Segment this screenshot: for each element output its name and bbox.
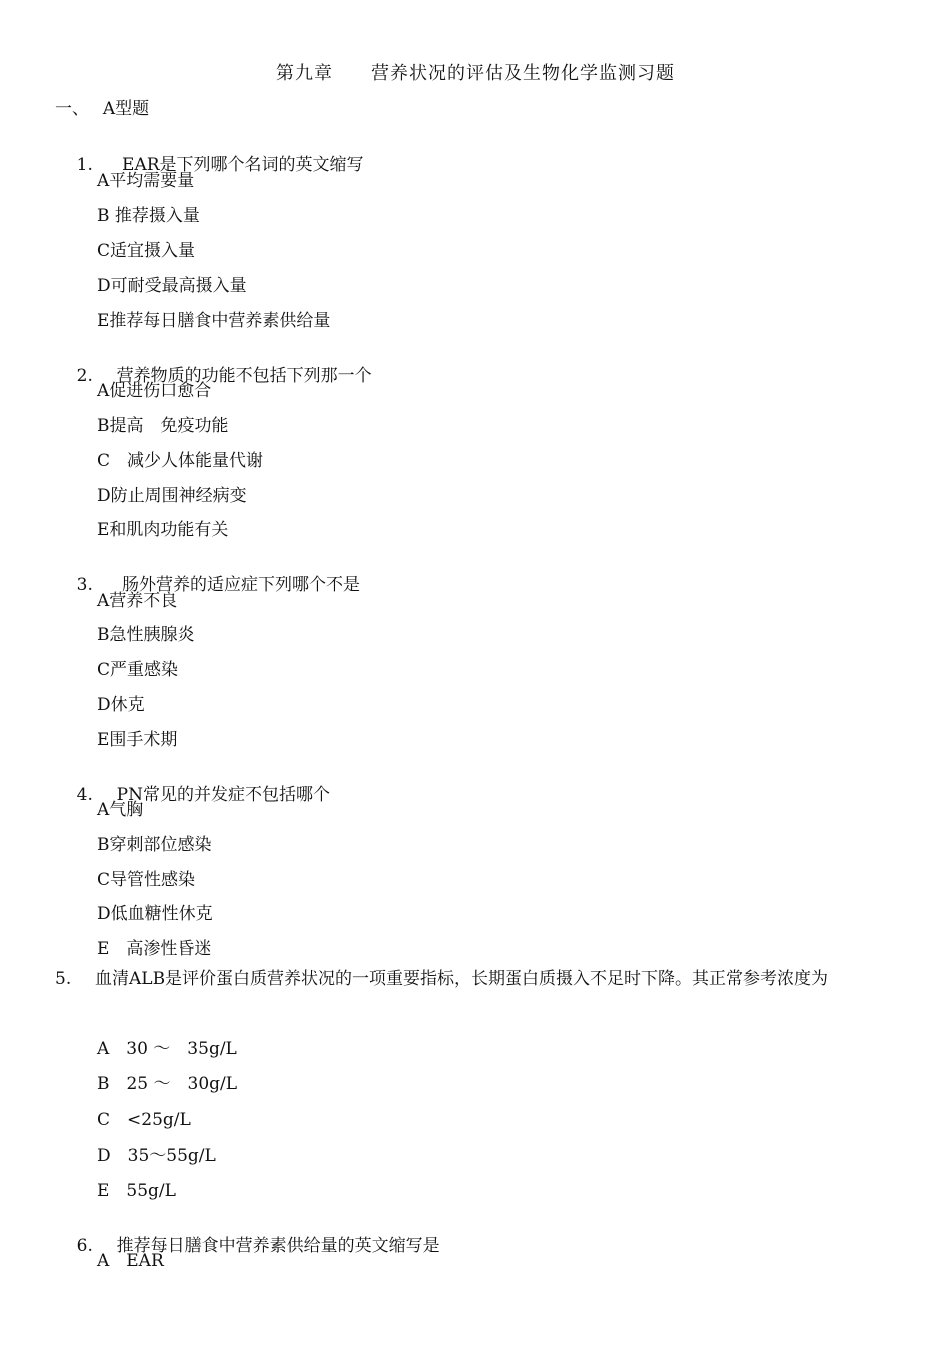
chapter-title: 第九章 营养状况的评估及生物化学监测习题 (276, 63, 675, 84)
option-2a: A促进伤口愈合 (97, 381, 212, 401)
question-text: 血清ALB是评价蛋白质营养状况的一项重要指标，长期蛋白质摄入不足时下降。其正常参考浓度为 (95, 969, 829, 989)
question-5 (55, 965, 900, 994)
question-number: 3. (76, 575, 93, 595)
question-number: 2. (76, 366, 93, 386)
option-3b: B急性胰腺炎 (97, 625, 195, 645)
option-4e: E 高渗性昏迷 (97, 939, 212, 959)
option-5b: B 25 ～ 30g/L (97, 1074, 238, 1094)
option-2b: B提高 免疫功能 (97, 416, 229, 436)
question-number: 4. (76, 785, 93, 805)
question-text: PN常见的并发症不包括哪个 (116, 785, 330, 805)
option-2c: C 减少人体能量代谢 (97, 451, 264, 471)
question-number: 6. (76, 1236, 93, 1256)
option-1d: D可耐受最高摄入量 (97, 276, 247, 296)
option-5a: A 30 ～ 35g/L (97, 1039, 237, 1059)
option-5d: D 35～55g/L (97, 1146, 216, 1166)
question-text: 营养物质的功能不包括下列那一个 (116, 366, 372, 386)
option-4d: D低血糖性休克 (97, 904, 213, 924)
question-text: 推荐每日膳食中营养素供给量的英文缩写是 (116, 1236, 440, 1256)
section-heading: 一、 A型题 (55, 99, 150, 119)
question-text: EAR是下列哪个名词的英文缩写 (116, 155, 364, 175)
option-3a: A营养不良 (97, 591, 178, 611)
option-3d: D休克 (97, 695, 145, 715)
option-1b: B 推荐摄入量 (97, 206, 200, 226)
option-6a: A EAR (97, 1251, 164, 1271)
option-2e: E和肌肉功能有关 (97, 520, 229, 540)
option-4b: B穿刺部位感染 (97, 835, 212, 855)
option-1a: A平均需要量 (97, 171, 195, 191)
option-1c: C适宜摄入量 (97, 241, 196, 261)
option-3e: E围手术期 (97, 730, 178, 750)
question-number: 5. (55, 969, 72, 989)
option-3c: C严重感染 (97, 660, 179, 680)
question-number: 1. (76, 155, 93, 175)
option-1e: E推荐每日膳食中营养素供给量 (97, 311, 331, 331)
option-4c: C导管性感染 (97, 870, 196, 890)
option-5c: C <25g/L (97, 1110, 191, 1130)
option-5e: E 55g/L (97, 1181, 176, 1201)
option-4a: A气胸 (97, 800, 144, 820)
option-2d: D防止周围神经病变 (97, 486, 247, 506)
question-text: 肠外营养的适应症下列哪个不是 (116, 575, 361, 595)
